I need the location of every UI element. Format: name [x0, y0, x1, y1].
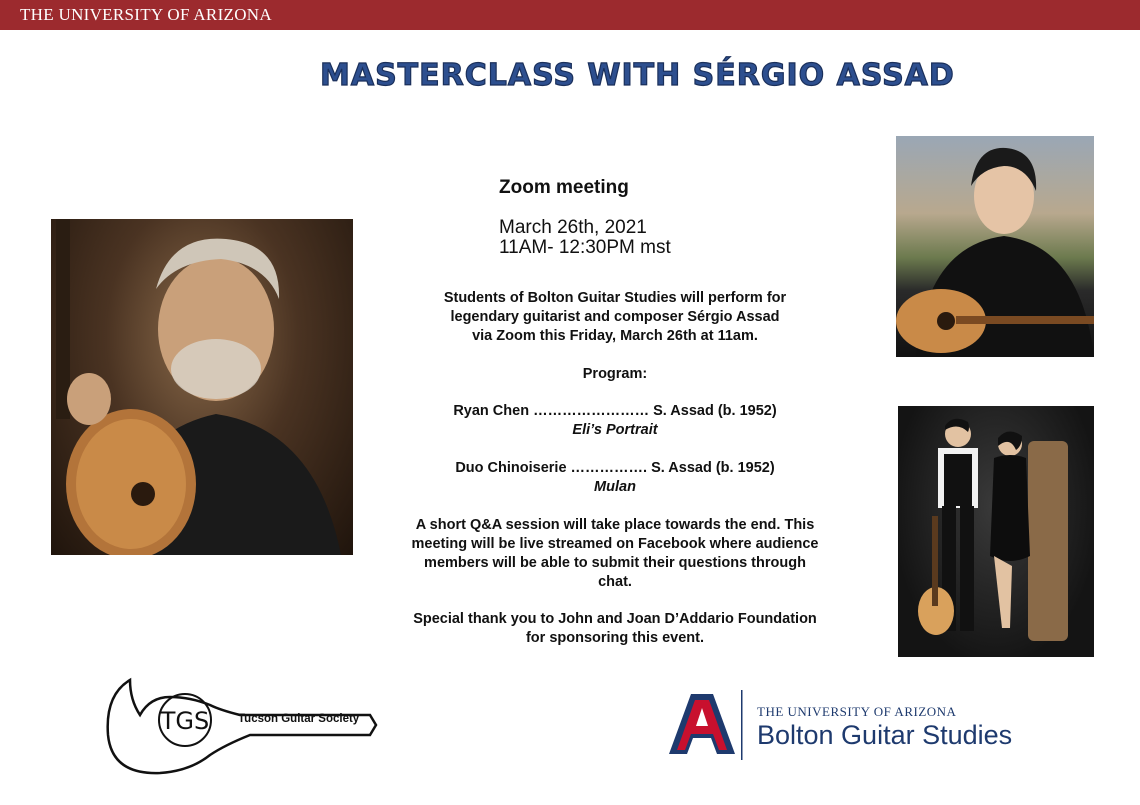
program-item-piece: Mulan	[594, 479, 636, 495]
program-item-line: Ryan Chen …………………… S. Assad (b. 1952)	[453, 403, 777, 419]
intro-paragraph	[370, 289, 860, 346]
program-item-line: Duo Chinoiserie ……………. S. Assad (b. 1952)	[455, 460, 775, 476]
thanks-line: Special thank you to John and Joan D’Addario Foundation	[413, 611, 817, 627]
qa-line: members will be able to submit their questions through	[424, 555, 806, 571]
student-photo	[896, 136, 1094, 357]
program-item	[370, 402, 860, 440]
meeting-time: 11AM- 12:30PM mst	[499, 237, 671, 258]
tucson-guitar-society-logo	[100, 675, 400, 780]
qa-line: A short Q&A session will take place towards the end. This	[415, 517, 815, 533]
sergio-assad-photo	[51, 219, 353, 555]
university-header-bar	[0, 0, 1140, 30]
program-item	[370, 459, 860, 497]
qa-paragraph	[370, 516, 860, 592]
university-name: THE UNIVERSITY OF ARIZONA	[20, 5, 272, 24]
qa-line: chat.	[598, 574, 632, 590]
duo-chinoiserie-photo	[898, 406, 1094, 657]
ua-name: THE UNIVERSITY OF ARIZONA	[757, 704, 957, 719]
bolton-name: Bolton Guitar Studies	[757, 720, 1013, 750]
meeting-label: Zoom meeting	[499, 177, 629, 198]
tgs-mark: TGS	[160, 707, 210, 735]
thanks-paragraph	[370, 610, 860, 648]
page-title: MASTERCLASS WITH SÉRGIO ASSAD	[320, 58, 955, 93]
program-item-piece: Eli’s Portrait	[572, 422, 658, 438]
qa-line: meeting will be live streamed on Facebook where audience	[411, 536, 819, 552]
intro-line: Students of Bolton Guitar Studies will perform for	[443, 290, 787, 306]
intro-line: legendary guitarist and composer Sérgio Assad	[450, 309, 780, 325]
program-heading: Program:	[582, 366, 648, 382]
meeting-date: March 26th, 2021	[499, 217, 647, 238]
intro-line: via Zoom this Friday, March 26th at 11am.	[472, 328, 758, 344]
ua-bolton-logo	[657, 690, 1057, 760]
thanks-line: for sponsoring this event.	[525, 630, 705, 646]
tgs-name: Tucson Guitar Society	[238, 713, 360, 725]
